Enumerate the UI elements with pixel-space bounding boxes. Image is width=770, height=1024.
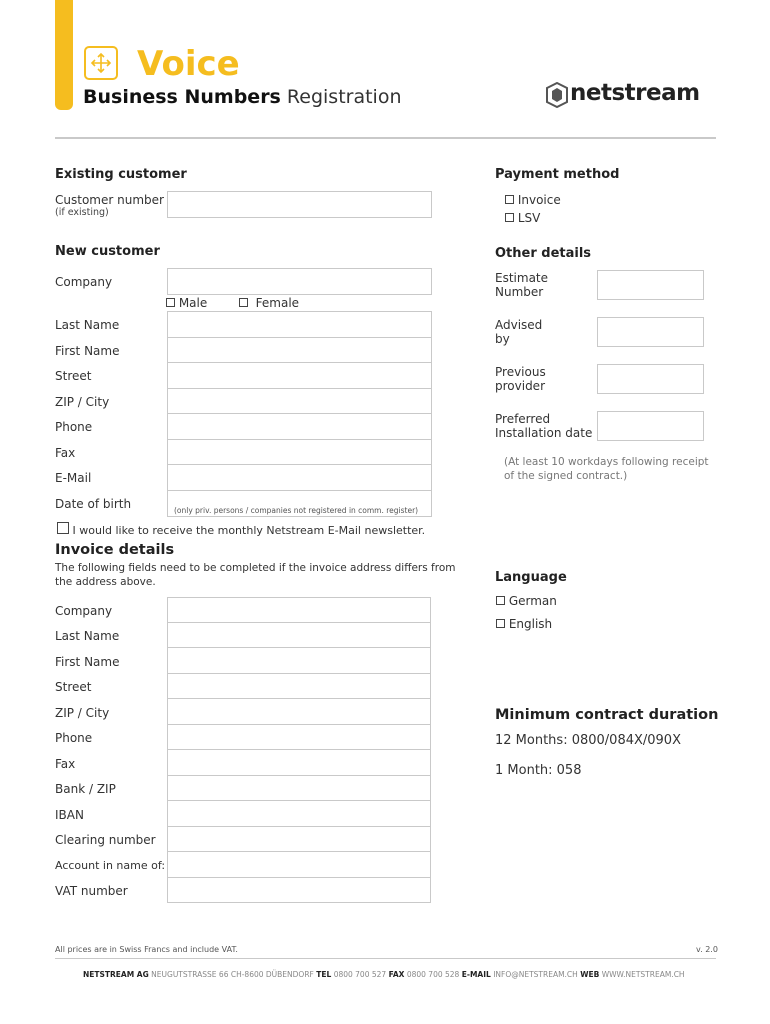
- english-checkbox[interactable]: [496, 619, 505, 628]
- newsletter-option[interactable]: [57, 522, 425, 537]
- english-label: English: [508, 617, 553, 631]
- preferred-label-line1: Preferred: [495, 412, 551, 426]
- language-german[interactable]: [496, 594, 557, 608]
- inv-company-label: Company: [55, 604, 113, 618]
- bank-zip-field[interactable]: [167, 775, 431, 801]
- inv-phone-label: Phone: [55, 731, 93, 745]
- german-label: German: [508, 594, 557, 608]
- estimate-number-field[interactable]: [597, 270, 704, 300]
- advised-label-line2: by: [495, 332, 510, 346]
- phone-field[interactable]: [167, 413, 432, 440]
- email-label: E-Mail: [55, 471, 92, 485]
- footer-fax: 0800 700 528: [406, 970, 460, 979]
- footer-tel: 0800 700 527: [333, 970, 387, 979]
- inv-company-field[interactable]: [167, 597, 431, 623]
- footer-fax-label: FAX: [388, 970, 405, 979]
- payment-option-lsv[interactable]: [505, 211, 540, 225]
- accent-bar: [55, 0, 73, 110]
- inv-zip-city-label: ZIP / City: [55, 706, 110, 720]
- clearing-number-field[interactable]: [167, 826, 431, 852]
- advised-by-label: [495, 318, 542, 346]
- female-label: Female: [255, 296, 300, 310]
- footer-contact-line: [83, 970, 685, 979]
- form-subtitle: [83, 86, 402, 108]
- preferred-label-line2: Installation date: [495, 426, 593, 440]
- footer-email-label: E-MAIL: [461, 970, 491, 979]
- inv-last-name-label: Last Name: [55, 629, 120, 643]
- gender-female[interactable]: [239, 296, 299, 310]
- gender-male[interactable]: [166, 296, 207, 310]
- netstream-logo-icon: [544, 82, 570, 112]
- subtitle-bold: Business Numbers: [83, 86, 281, 108]
- customer-number-field[interactable]: [167, 191, 432, 218]
- customer-number-label: Customer number: [55, 193, 164, 207]
- previous-label-line2: provider: [495, 379, 545, 393]
- previous-provider-label: [495, 365, 546, 393]
- note-line1: (At least 10 workdays following receipt: [504, 456, 709, 468]
- lsv-label: LSV: [517, 211, 541, 225]
- existing-customer-heading: Existing customer: [55, 167, 187, 182]
- invoice-desc-line2: the address above.: [55, 576, 156, 588]
- advised-label-line1: Advised: [495, 318, 543, 332]
- bank-zip-label: Bank / ZIP: [55, 782, 116, 796]
- german-checkbox[interactable]: [496, 596, 505, 605]
- phone-label: Phone: [55, 420, 93, 434]
- company-label: Company: [55, 275, 113, 289]
- invoice-details-heading: Invoice details: [55, 542, 175, 558]
- dob-label: Date of birth: [55, 497, 132, 511]
- estimate-number-label: [495, 271, 548, 299]
- first-name-label: First Name: [55, 344, 120, 358]
- logo-text: netstream: [570, 80, 700, 106]
- customer-number-sublabel: (if existing): [55, 207, 109, 218]
- first-name-field[interactable]: [167, 337, 432, 363]
- installation-date-label: [495, 412, 592, 440]
- voice-arrows-icon: [84, 46, 118, 80]
- estimate-label-line2: Number: [495, 285, 544, 299]
- invoice-label: Invoice: [517, 193, 561, 207]
- invoice-checkbox[interactable]: [505, 195, 514, 204]
- male-label: Male: [178, 296, 208, 310]
- street-field[interactable]: [167, 362, 432, 389]
- newsletter-label: I would like to receive the monthly Netstream E-Mail newsletter.: [72, 524, 426, 537]
- payment-method-heading: Payment method: [495, 167, 620, 182]
- company-field[interactable]: [167, 268, 432, 295]
- previous-label-line1: Previous: [495, 365, 546, 379]
- footer-address: NEUGUTSTRASSE 66 CH-8600 DÜBENDORF: [151, 970, 314, 979]
- street-label: Street: [55, 369, 92, 383]
- payment-option-invoice[interactable]: [505, 193, 561, 207]
- contract-duration-heading: Minimum contract duration: [495, 707, 719, 723]
- installation-note: [504, 455, 709, 483]
- iban-label: IBAN: [55, 808, 84, 822]
- header-divider: [55, 137, 716, 139]
- last-name-label: Last Name: [55, 318, 120, 332]
- zip-city-label: ZIP / City: [55, 395, 110, 409]
- inv-fax-field[interactable]: [167, 749, 431, 776]
- fax-label: Fax: [55, 446, 76, 460]
- inv-zip-city-field[interactable]: [167, 698, 431, 725]
- contract-line-12-months: 12 Months: 0800/084X/090X: [495, 733, 681, 748]
- contract-line-1-month: 1 Month: 058: [495, 763, 582, 778]
- inv-phone-field[interactable]: [167, 724, 431, 750]
- inv-last-name-field[interactable]: [167, 622, 431, 648]
- other-details-heading: Other details: [495, 246, 592, 261]
- account-name-label: Account in name of:: [55, 859, 166, 872]
- footer-divider: [55, 958, 716, 959]
- email-field[interactable]: [167, 464, 432, 491]
- vat-number-label: VAT number: [55, 884, 128, 898]
- inv-street-label: Street: [55, 680, 92, 694]
- new-customer-heading: New customer: [55, 244, 160, 259]
- version-label: v. 2.0: [696, 945, 718, 954]
- female-checkbox[interactable]: [239, 298, 248, 307]
- footer-tel-label: TEL: [316, 970, 332, 979]
- invoice-description: [55, 561, 455, 589]
- lsv-checkbox[interactable]: [505, 213, 514, 222]
- installation-date-field[interactable]: [597, 411, 704, 441]
- note-line2: of the signed contract.): [504, 470, 628, 482]
- advised-by-field[interactable]: [597, 317, 704, 347]
- invoice-desc-line1: The following fields need to be completed if the invoice address differs from: [55, 562, 456, 574]
- fax-field[interactable]: [167, 439, 432, 465]
- footer-web-label: WEB: [580, 970, 600, 979]
- vat-number-field[interactable]: [167, 877, 431, 903]
- dob-note: (only priv. persons / companies not registered in comm. register): [174, 506, 419, 515]
- language-heading: Language: [495, 570, 567, 585]
- male-checkbox[interactable]: [166, 298, 175, 307]
- clearing-number-label: Clearing number: [55, 833, 156, 847]
- newsletter-checkbox[interactable]: [57, 522, 69, 534]
- zip-city-field[interactable]: [167, 388, 432, 414]
- last-name-field[interactable]: [167, 311, 432, 338]
- language-english[interactable]: [496, 617, 552, 631]
- prices-note: All prices are in Swiss Francs and include VAT.: [55, 945, 238, 954]
- iban-field[interactable]: [167, 800, 431, 827]
- inv-street-field[interactable]: [167, 673, 431, 699]
- account-name-field[interactable]: [167, 851, 431, 878]
- product-title: Voice: [137, 44, 240, 84]
- footer-web[interactable]: WWW.NETSTREAM.CH: [601, 970, 685, 979]
- footer-email[interactable]: INFO@NETSTREAM.CH: [493, 970, 578, 979]
- estimate-label-line1: Estimate: [495, 271, 549, 285]
- inv-first-name-label: First Name: [55, 655, 120, 669]
- subtitle-rest: Registration: [286, 86, 402, 108]
- previous-provider-field[interactable]: [597, 364, 704, 394]
- inv-first-name-field[interactable]: [167, 647, 431, 674]
- inv-fax-label: Fax: [55, 757, 76, 771]
- footer-company: NETSTREAM AG: [83, 970, 149, 979]
